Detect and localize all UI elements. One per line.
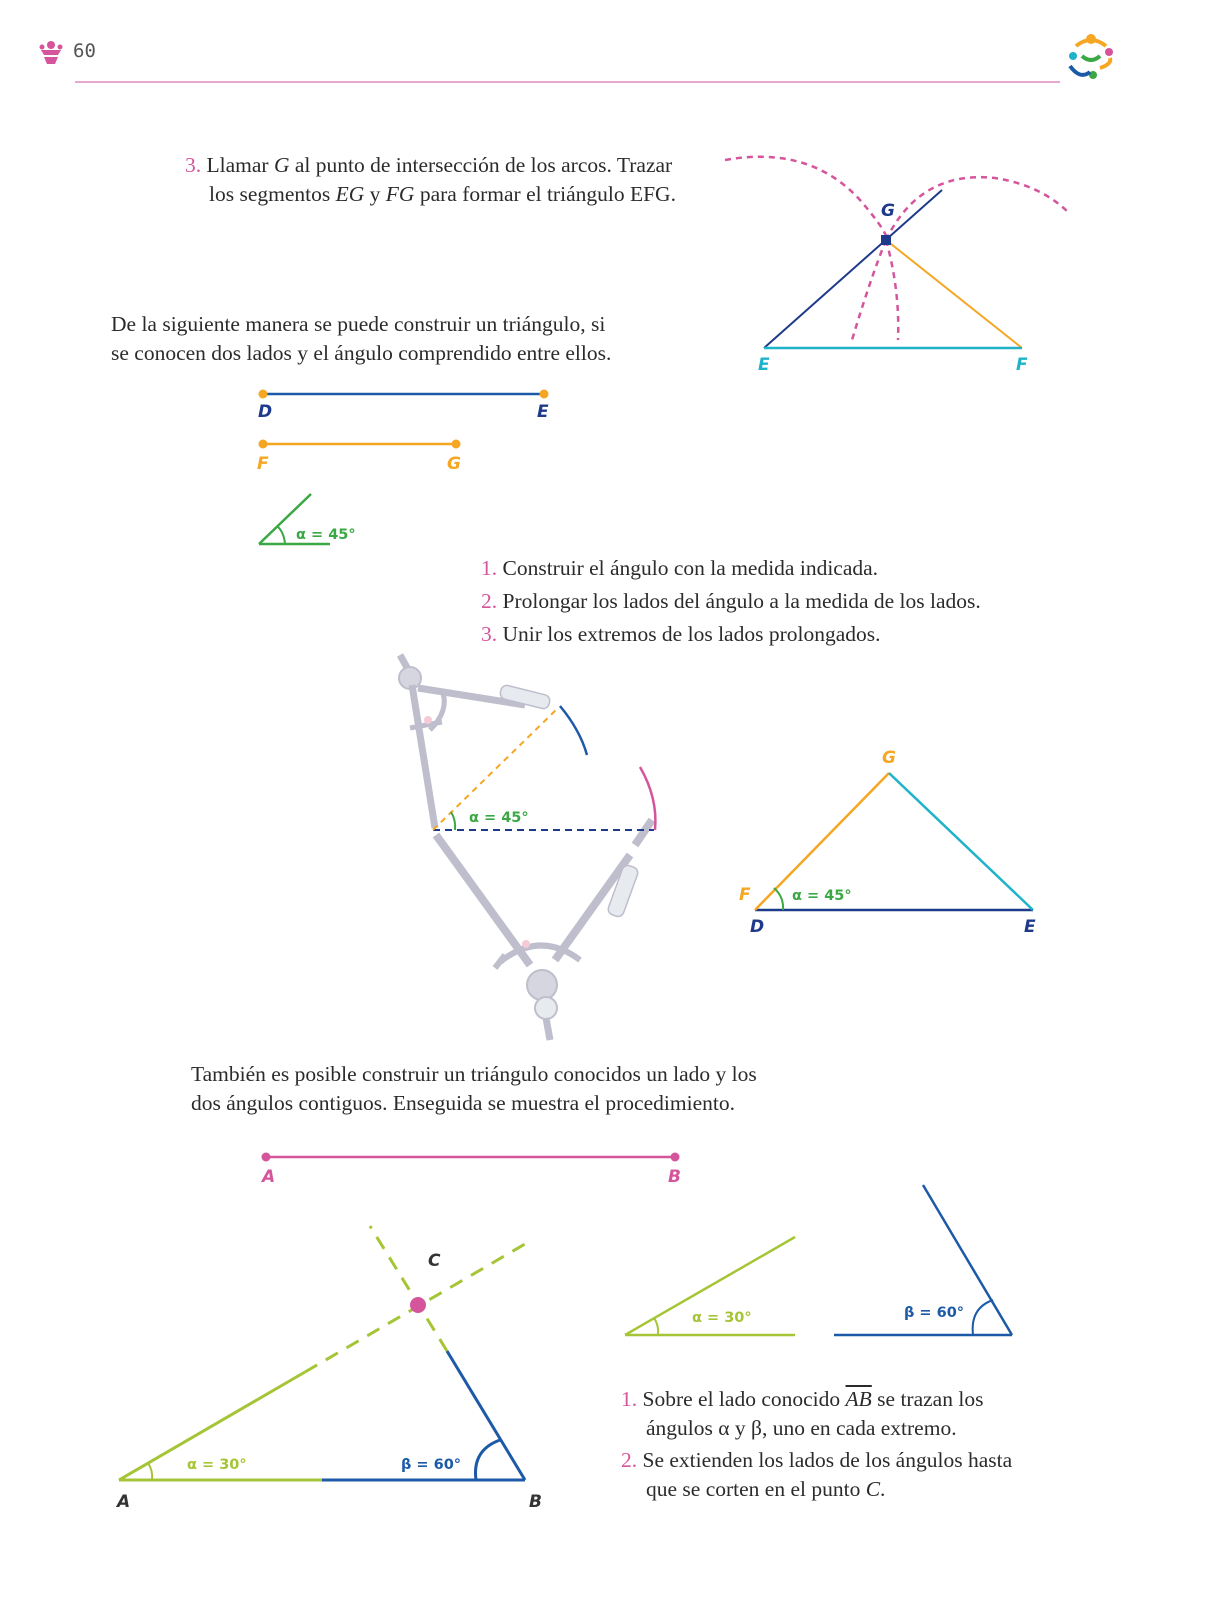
triangle-abc-figure [105,1220,555,1520]
section3-intro-line1: También es posible construir un triángulo conocidos un lado y los [191,1062,757,1086]
given-angles-figure [615,1180,1025,1350]
point-g [881,235,891,245]
section2-intro-line2: se conocen dos lados y el ángulo comprendido entre ellos. [111,341,612,365]
compass-angle-label: α = 45° [469,810,529,826]
label-e: E [537,402,549,422]
label-g: G [881,201,895,221]
alpha-arc [148,1463,152,1480]
section3-step2-line1: 2. Se extienden los lados de los ángulos hasta [621,1448,1013,1472]
arc-blue [560,706,587,755]
section2-step3: 3. Unir los extremos de los lados prolongados. [481,622,881,646]
header-rule [75,81,1060,83]
segment-fg [886,240,1022,348]
section2-step2: 2. Prolongar los lados del ángulo a la medida de los lados. [481,589,981,613]
label-b: B [529,1492,542,1512]
compass-lower-icon [436,820,652,1040]
angle-arc [774,888,783,910]
arc-from-f-lower [886,240,898,340]
point-c [410,1297,426,1313]
angle-arc [451,812,455,830]
given-elements-figure [240,380,580,560]
step3-line1: 3. Llamar G al punto de intersección de los arcos. Trazar [185,153,673,177]
triangle-def-figure [730,740,1060,950]
label-a: A [117,1492,131,1512]
alpha-angle-label: α = 30° [692,1310,752,1326]
angle-label: α = 45° [296,527,356,543]
efg-construction-figure [700,140,1100,385]
compass-upper-icon [399,655,551,828]
arc-from-e [725,157,886,240]
triangle-angle-label: α = 45° [792,888,852,904]
label-a: A [262,1167,276,1187]
beta-angle-label: β = 60° [904,1305,965,1321]
angle-arc [277,526,285,544]
label-g: G [882,748,896,768]
section3-intro-line2: dos ángulos contiguos. Enseguida se muestra el procedimiento. [191,1091,735,1115]
logo-icon [1062,30,1120,84]
side-bc-dashed [370,1226,447,1351]
beta-label: β = 60° [401,1457,462,1473]
section2-intro-line1: De la siguiente manera se puede construir un triángulo, si [111,312,606,336]
alpha-arc [654,1318,658,1335]
beta-arc [973,1300,993,1335]
arc-from-f [886,177,1068,240]
page-emblem-icon [38,38,68,68]
alpha-label: α = 30° [187,1457,247,1473]
label-d: D [258,402,273,422]
label-d: D [750,917,765,937]
label-f: F [739,885,751,905]
compass-construction-figure [380,640,680,1060]
page-number: 60 [73,40,96,62]
segment-eg [764,190,942,348]
section2-step1: 1. Construir el ángulo con la medida indicada. [481,556,879,580]
section3-step1-line1: 1. Sobre el lado conocido $\overline{AB}$ se trazan los [621,1387,984,1411]
label-g: G [447,454,461,474]
label-e: E [1024,917,1036,937]
label-e: E [758,355,770,375]
label-c: C [428,1251,441,1271]
label-f: F [1016,355,1028,375]
section3-step2-line2: que se corten en el punto C. [646,1477,886,1501]
beta-arc [476,1440,501,1480]
step3-line2: los segmentos EG y FG para formar el triángulo EFG. [209,182,676,206]
side-ge [889,773,1033,910]
label-f: F [257,454,269,474]
section3-step1-line2: ángulos α y β, uno en cada extremo. [646,1416,957,1440]
label-b: B [668,1167,681,1187]
